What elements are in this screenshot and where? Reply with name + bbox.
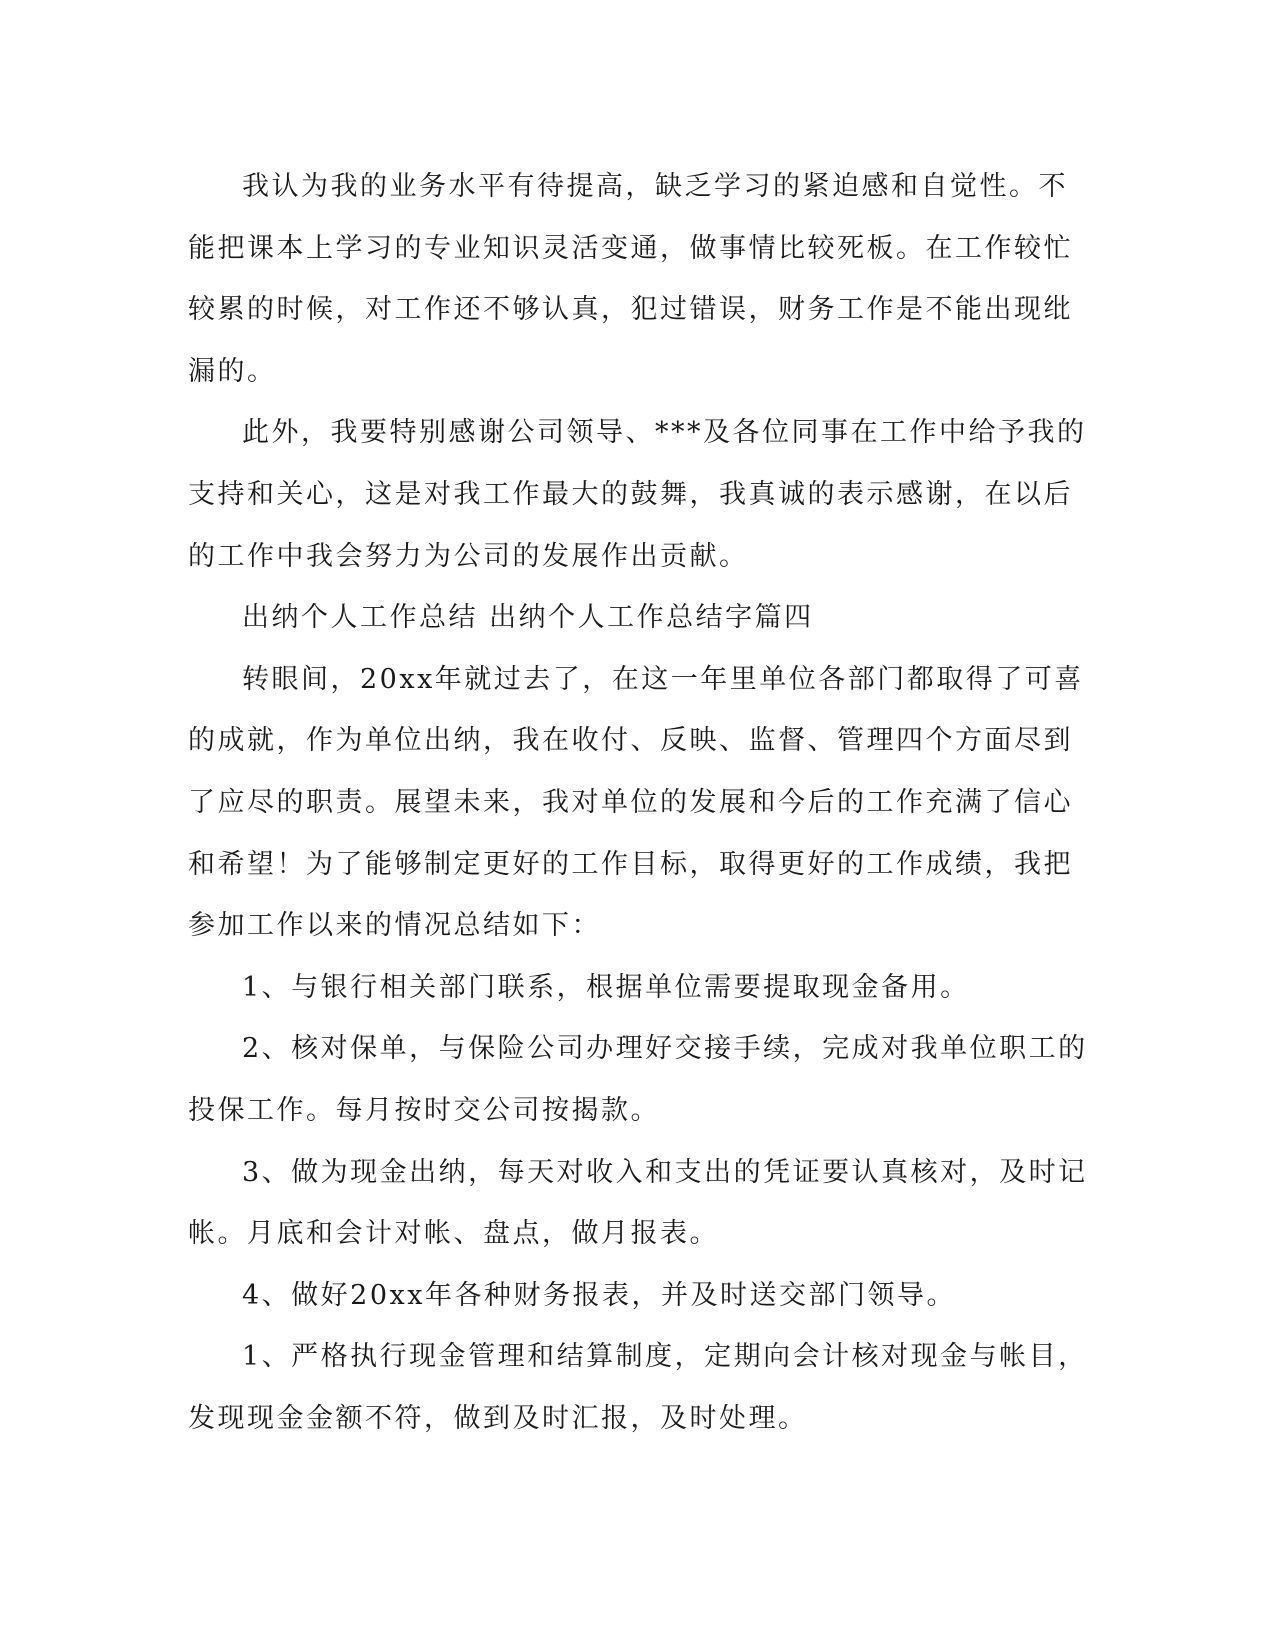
paragraph-thanks: 此外，我要特别感谢公司领导、***及各位同事在工作中给予我的支持和关心，这是对我工作最大的鼓舞，我真诚的表示感谢，在以后的工作中我会努力为公司的发展作出贡献。 — [188, 417, 1087, 572]
list-item: 1、与银行相关部门联系，根据单位需要提取现金备用。 — [242, 971, 970, 1003]
list-item: 1、严格执行现金管理和结算制度，定期向会计核对现金与帐目，发现现金金额不符，做到及时汇报，及时处理。 — [188, 1341, 1088, 1434]
document-body — [188, 156, 1088, 1449]
section-heading: 出纳个人工作总结 出纳个人工作总结字篇四 — [242, 602, 814, 634]
list-item: 4、做好20xx年各种财务报表，并及时送交部门领导。 — [242, 1279, 956, 1311]
list-item: 2、核对保单，与保险公司办理好交接手续，完成对我单位职工的投保工作。每月按时交公司按揭款。 — [188, 1033, 1088, 1126]
list-item: 3、做为现金出纳，每天对收入和支出的凭证要认真核对，及时记帐。月底和会计对帐、盘点，做月报表。 — [188, 1156, 1088, 1250]
paragraph-self-assessment: 我认为我的业务水平有待提高，缺乏学习的紧迫感和自觉性。不能把课本上学习的专业知识灵活变通，做事情比较死板。在工作较忙较累的时候，对工作还不够认真，犯过错误，财务工作是不能出现纰漏的。 — [188, 171, 1073, 387]
paragraph-intro: 转眼间，20xx年就过去了，在这一年里单位各部门都取得了可喜的成就，作为单位出纳，我在收付、反映、监督、管理四个方面尽到了应尽的职责。展望未来，我对单位的发展和今后的工作充满了信心和希望！为了能够制定更好的工作目标，取得更好的工作成绩，我把参加工作以来的情况总结如下： — [188, 663, 1084, 942]
